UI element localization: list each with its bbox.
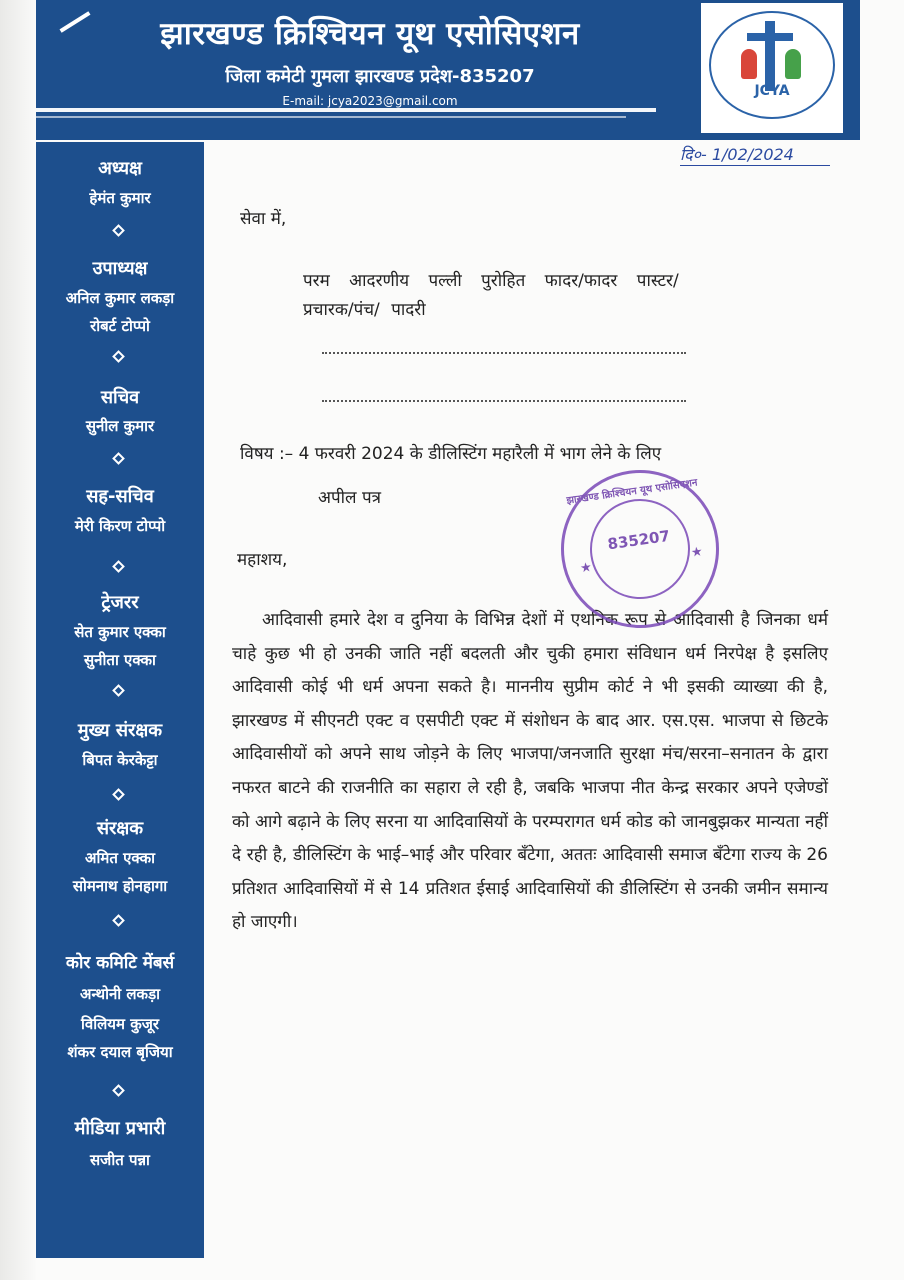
- cross-bar: [747, 33, 793, 41]
- sidebar-name: बिपत केरकेट्टा: [82, 751, 158, 769]
- page-edge-shadow: [0, 0, 36, 1280]
- diamond-separator-icon: [112, 224, 125, 237]
- diamond-separator-icon: [112, 684, 125, 697]
- sidebar-title-secretary: सचिव: [100, 387, 140, 408]
- blank-line: [322, 400, 686, 402]
- sidebar-name: सजीत पन्ना: [90, 1151, 150, 1169]
- sidebar-name: विलियम कुजूर: [81, 1015, 159, 1033]
- subject-line-continued: अपील पत्र: [318, 488, 382, 508]
- sidebar-name: अनिल कुमार लकड़ा: [65, 289, 175, 307]
- sidebar-name: सोमनाथ होनहागा: [72, 877, 168, 895]
- sidebar-title-patron: संरक्षक: [96, 818, 144, 839]
- logo-text: JCYA: [754, 83, 790, 99]
- sidebar-name: अन्थोनी लकड़ा: [80, 985, 160, 1003]
- sidebar-name: शंकर दयाल बृजिया: [67, 1043, 173, 1061]
- recipient-line-1: परम आदरणीय पल्ली पुरोहित फादर/फादर पास्टर/: [303, 271, 679, 291]
- sidebar-name: रोबर्ट टोप्पो: [90, 317, 150, 335]
- sidebar-title-core-committee: कोर कमिटि मेंबर्स: [65, 953, 175, 973]
- greeting: महाशय,: [237, 550, 288, 570]
- blank-line: [322, 352, 686, 354]
- diamond-separator-icon: [112, 452, 125, 465]
- person-icon-green: [785, 49, 801, 79]
- salutation-to: सेवा में,: [240, 209, 287, 229]
- sidebar-title-chief-patron: मुख्य संरक्षक: [77, 720, 163, 741]
- sidebar-name: अमित एक्का: [85, 849, 155, 867]
- diamond-separator-icon: [112, 788, 125, 801]
- subject-line: विषय :– 4 फरवरी 2024 के डीलिस्टिंग महारैली में भाग लेने के लिए: [240, 444, 662, 464]
- organization-email: E-mail: jcya2023@gmail.com: [282, 94, 458, 108]
- sidebar-title-joint-secretary: सह-सचिव: [86, 486, 154, 507]
- recipient-line-2: प्रचारक/पंच/ पादरी: [303, 300, 426, 320]
- committee-sidebar: [36, 142, 204, 1258]
- organization-title: झारखण्ड क्रिश्चियन यूथ एसोसिएशन: [160, 16, 580, 52]
- diamond-separator-icon: [112, 914, 125, 927]
- sidebar-title-vice-president: उपाध्यक्ष: [92, 258, 148, 279]
- star-icon: ★: [579, 559, 593, 577]
- stamp-number: 835207: [606, 526, 672, 554]
- header-divider-thin: [36, 116, 626, 118]
- organization-address: जिला कमेटी गुमला झारखण्ड प्रदेश-835207: [225, 66, 535, 87]
- sidebar-name: सेत कुमार एक्का: [74, 623, 166, 641]
- sidebar-title-treasurer: ट्रेजरर: [101, 592, 139, 613]
- sidebar-title-media-incharge: मीडिया प्रभारी: [74, 1118, 166, 1139]
- sidebar-title-president: अध्यक्ष: [98, 158, 142, 179]
- sidebar-name: सुनीता एक्का: [84, 651, 156, 669]
- sidebar-name: सुनील कुमार: [85, 417, 155, 435]
- sidebar-name: मेरी किरण टोप्पो: [74, 517, 166, 535]
- organization-logo: [698, 0, 846, 136]
- header-divider: [36, 108, 656, 112]
- letter-body-paragraph: आदिवासी हमारे देश व दुनिया के विभिन्न देशों में एथनिक रूप से आदिवासी है जिनका धर्म चाहे कुछ भी हो उनकी जाति नहीं बदलती और चुकी हमारा संविधान धर्म निरपेक्ष है इसलिए आदिवासी कोई भी धर्म अपना सकते है। माननीय सुप्रीम कोर्ट ने भी इसकी व्याख्या की है, झारखण्ड में सीएनटी एक्ट व एसपीटी एक्ट में संशोधन के बाद आर. एस.एस. भाजपा से छिटके आदिवासीयों को अपने साथ जोड़ने के लिए भाजपा/जनजाति सुरक्षा मंच/सरना–सनातन के द्वारा नफरत बाटने की राजनीति का सहारा ले रही है, जबकि भाजपा नीत केन्द्र सरकार अपने एजेण्डों को आगे बढ़ाने के लिए सरना या आदिवासियों के परम्परागत धर्म कोड को जानबुझकर मान्यता नहीं दे रही है, डीलिस्टिंग के भाई–भाई और परिवार बँटेगा, अततः आदिवासी समाज बँटेगा राज्य के 26 प्रतिशत आदिवासियों में से 14 प्रतिशत ईसाई आदिवासियों की डीलिस्टिंग से उनकी जमीन समान्य हो जाएगी।: [232, 610, 828, 933]
- star-icon: ★: [690, 544, 704, 561]
- diamond-separator-icon: [112, 350, 125, 363]
- cross-icon: [765, 21, 775, 91]
- person-icon-red: [741, 49, 757, 79]
- diamond-separator-icon: [112, 560, 125, 573]
- sidebar-name: हेमंत कुमार: [89, 189, 151, 207]
- handwritten-date: दि०- 1/02/2024: [680, 143, 850, 165]
- diamond-separator-icon: [112, 1084, 125, 1097]
- stamp-ring-text: झारखण्ड क्रिश्चियन यूथ एसोसिएशन: [565, 477, 699, 507]
